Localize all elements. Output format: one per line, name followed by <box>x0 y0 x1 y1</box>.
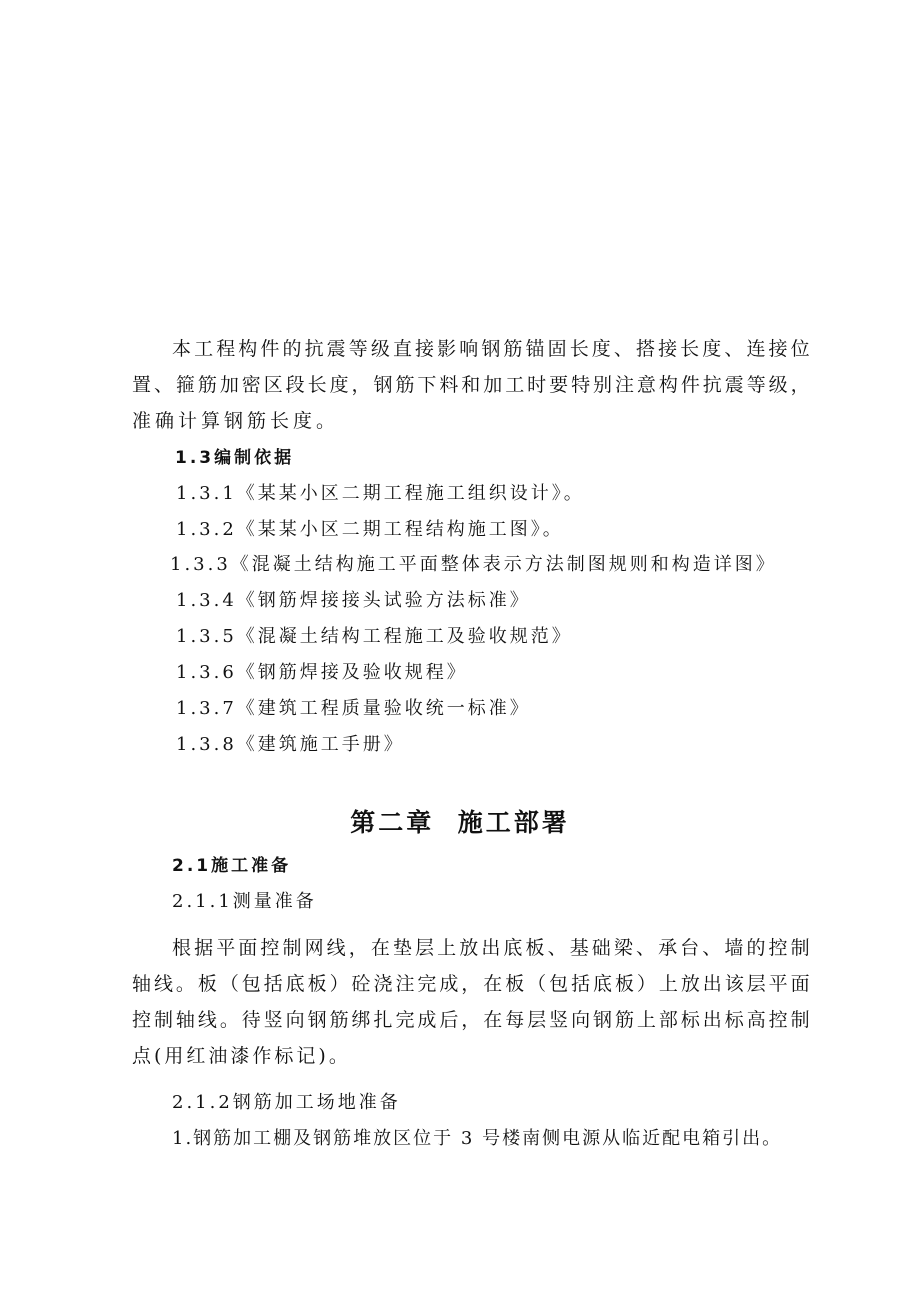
reference-item: 1.3.7《建筑工程质量验收统一标准》 <box>176 698 531 719</box>
section-2-1-heading: 2.1施工准备 <box>172 856 292 876</box>
subsection-2-1-1: 2.1.1测量准备 <box>172 891 317 912</box>
paragraph-2-line-4: 点(用红油漆作标记)。 <box>132 1045 351 1067</box>
reference-item: 1.3.6《钢筋焊接及验收规程》 <box>176 662 468 683</box>
reference-item: 1.3.4《钢筋焊接接头试验方法标准》 <box>176 590 531 611</box>
section-1-3-heading: 1.3编制依据 <box>175 448 295 468</box>
paragraph-1-line-1: 本 工 程 构 件 的 抗 震 等 级 直 接 影 响 钢 筋 锚 固 长 度 、 搭 接 长 度 、 连 接 位 <box>172 338 810 360</box>
reference-item: 1.3.2《某某小区二期工程结构施工图》。 <box>176 519 564 540</box>
paragraph-1-line-3: 准确计算钢筋长度。 <box>132 410 340 432</box>
paragraph-2-line-3: 控 制 轴 线 。 待 竖 向 钢 筋 绑 扎 完 成 后 ， 在 每 层 竖 向 钢 筋 上 部 标 出 标 高 控 制 <box>132 1009 810 1031</box>
reference-item: 1.3.8《建筑施工手册》 <box>176 734 405 755</box>
subsection-2-1-2: 2.1.2钢筋加工场地准备 <box>172 1092 401 1113</box>
paragraph-1-line-2: 置 、 箍 筋 加 密 区 段 长 度 ， 钢 筋 下 料 和 加 工 时 要 特 别 注 意 构 件 抗 震 等 级 ， <box>132 374 810 396</box>
chapter-title: 第二章 施工部署 <box>350 808 570 837</box>
paragraph-2-line-2: 轴 线 。 板 （ 包 括 底 板 ） 砼 浇 注 完 成 ， 在 板 （ 包 括 底 板 ） 上 放 出 该 层 平 面 <box>132 973 810 995</box>
reference-item: 1.3.1《某某小区二期工程施工组织设计》。 <box>176 483 585 504</box>
reference-item: 1.3.3《混凝土结构施工平面整体表示方法制图规则和构造详图》 <box>170 554 777 575</box>
paragraph-2-line-1: 根 据 平 面 控 制 网 线 ， 在 垫 层 上 放 出 底 板 、 基 础 梁 、 承 台 、 墙 的 控 制 <box>172 937 810 959</box>
reference-item: 1.3.5《混凝土结构工程施工及验收规范》 <box>176 626 573 647</box>
paragraph-3-line-1: 1.钢筋加工棚及钢筋堆放区位于 3 号楼南侧电源从临近配电箱引出。 <box>172 1128 783 1149</box>
